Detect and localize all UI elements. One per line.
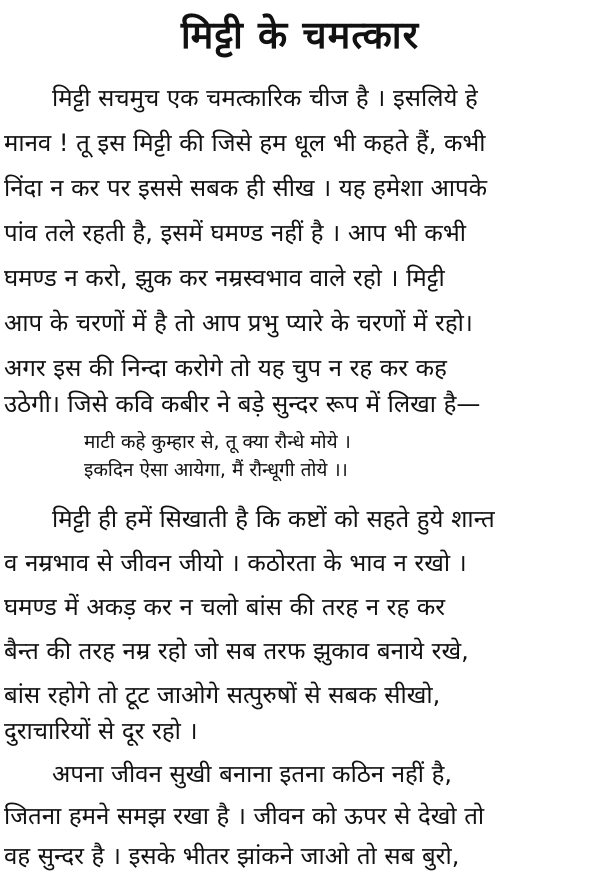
paragraph-2-line-5: बांस रहोगे तो टूट जाओगे सत्पुरुषों से सबक सीखो, bbox=[4, 681, 441, 709]
paragraph-2-line-3: घमण्ड में अकड़ कर न चलो बांस की तरह न रह कर bbox=[4, 593, 446, 621]
paragraph-3-line-1: अपना जीवन सुखी बनाना इतना कठिन नहीं है, bbox=[52, 760, 453, 788]
paragraph-3-line-3: वह सुन्दर है । इसके भीतर झांकने जाओ तो सब बुरो, bbox=[4, 842, 460, 870]
text-line bbox=[0, 709, 600, 753]
poem-line-1: माटी कहे कुम्हार से, तू क्या रौन्धे मोये । bbox=[84, 431, 351, 453]
paragraph-1-line-6: आप के चरणों में है तो आप प्रभु प्यारे के चरणों में रहो। bbox=[4, 309, 473, 337]
text-line bbox=[0, 76, 600, 120]
paragraph-1-line-2: मानव ! तू इस मिट्टी की जिसे हम धूल भी कहते हैं, कभी bbox=[4, 129, 486, 157]
text-line bbox=[0, 301, 600, 345]
paragraph-1-line-5: घमण्ड न करो, झुक कर नम्रस्वभाव वाले रहो । मिट्टी bbox=[4, 264, 445, 292]
text-line bbox=[0, 166, 600, 210]
paragraph-1-line-1: मिट्टी सचमुच एक चमत्कारिक चीज है । इसलिये हे bbox=[52, 84, 478, 112]
poem-line-2: इकदिन ऐसा आयेगा, मैं रौन्धूगी तोये ।। bbox=[84, 459, 348, 481]
text-line bbox=[0, 629, 600, 673]
paragraph-1-line-4: पांव तले रहती है, इसमें घमण्ड नहीं है । आप भी कभी bbox=[4, 219, 466, 247]
poem-line bbox=[0, 448, 600, 492]
page-title: मिट्टी के चमत्कार bbox=[180, 13, 420, 57]
paragraph-1-line-3: निंदा न कर पर इससे सबक ही सीख । यह हमेशा आपके bbox=[4, 174, 488, 202]
paragraph-3-line-2: जितना हमने समझ रखा है । जीवन को ऊपर से देखो तो bbox=[4, 802, 485, 830]
text-line bbox=[0, 752, 600, 796]
paragraph-2-line-4: बैन्त की तरह नम्र रहो जो सब तरफ झुकाव बनाये रखे, bbox=[4, 637, 469, 665]
text-line bbox=[0, 794, 600, 838]
text-line bbox=[0, 541, 600, 585]
paragraph-2-line-6: दुराचारियों से दूर रहो । bbox=[4, 717, 198, 745]
paragraph-2-line-2: व नम्रभाव से जीवन जीयो । कठोरता के भाव न रखो । bbox=[4, 549, 467, 577]
text-line bbox=[0, 256, 600, 300]
paragraph-2-line-1: मिट्टी ही हमें सिखाती है कि कष्टों को सहते हुये शान्त bbox=[52, 505, 495, 533]
paragraph-1-line-8: उठेगी। जिसे कवि कबीर ने बड़े सुन्दर रूप में लिखा है— bbox=[4, 390, 481, 418]
text-line bbox=[0, 211, 600, 255]
paragraph-1-line-7: अगर इस की निन्दा करोगे तो यह चुप न रह कर कह bbox=[4, 354, 447, 382]
text-line bbox=[0, 121, 600, 165]
text-line bbox=[0, 497, 600, 541]
text-line bbox=[0, 834, 600, 878]
text-line bbox=[0, 585, 600, 629]
